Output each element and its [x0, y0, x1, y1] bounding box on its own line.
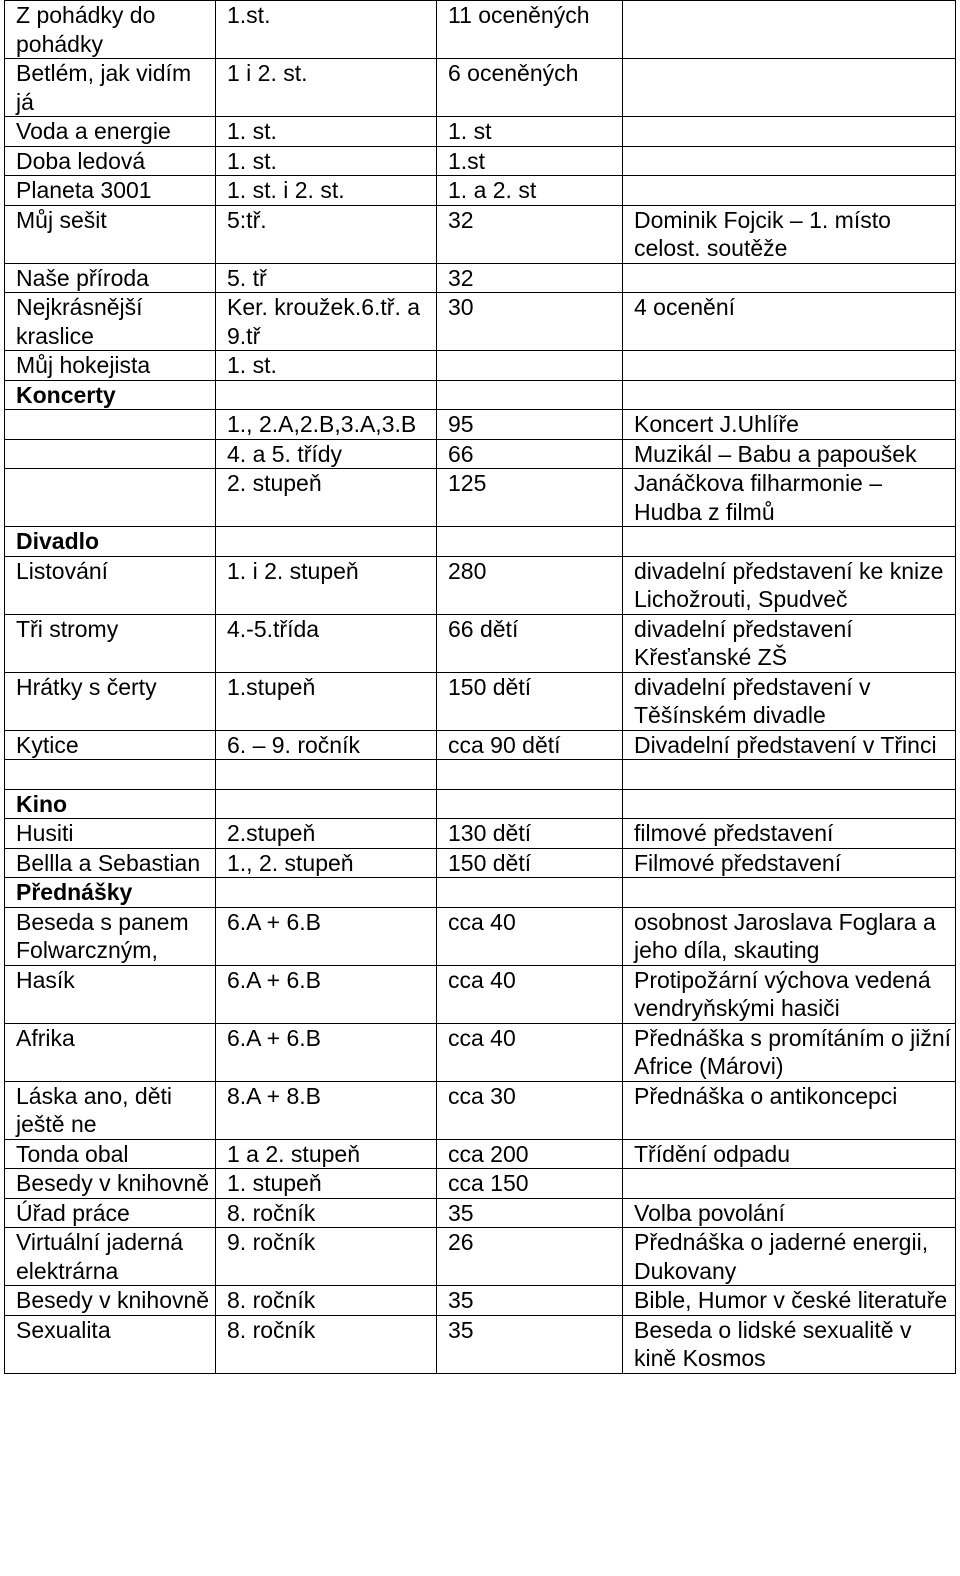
table-row: [5, 819, 956, 849]
section-header-row: [5, 878, 956, 908]
table-row: [5, 614, 956, 672]
note-cell: [623, 176, 956, 206]
table-row: [5, 117, 956, 147]
grade-cell: [216, 878, 437, 908]
participants-cell: 66: [437, 439, 623, 469]
participants-cell: 30: [437, 293, 623, 351]
participants-cell: [437, 351, 623, 381]
note-cell: [623, 527, 956, 557]
empty-row: [5, 760, 956, 790]
table-row: [5, 351, 956, 381]
grade-cell: 1. stupeň: [216, 1169, 437, 1199]
note-cell: [623, 263, 956, 293]
event-name-cell: Planeta 3001: [5, 176, 216, 206]
table-row: [5, 907, 956, 965]
note-cell: Filmové představení: [623, 848, 956, 878]
grade-cell: 1 a 2. stupeň: [216, 1139, 437, 1169]
table-row: [5, 293, 956, 351]
participants-cell: 1. st: [437, 117, 623, 147]
participants-cell: 35: [437, 1315, 623, 1373]
grade-cell: 2. stupeň: [216, 469, 437, 527]
note-cell: [623, 760, 956, 790]
note-cell: [623, 351, 956, 381]
participants-cell: 35: [437, 1286, 623, 1316]
table-row: [5, 1198, 956, 1228]
note-cell: Beseda o lidské sexualitě v kině Kosmos: [623, 1315, 956, 1373]
table-row: [5, 848, 956, 878]
table-row: [5, 146, 956, 176]
event-name-cell: Voda a energie: [5, 117, 216, 147]
participants-cell: cca 200: [437, 1139, 623, 1169]
grade-cell: 1.stupeň: [216, 672, 437, 730]
note-cell: Janáčkova filharmonie – Hudba z filmů: [623, 469, 956, 527]
table-row: [5, 410, 956, 440]
participants-cell: [437, 527, 623, 557]
note-cell: divadelní představení Křesťanské ZŠ: [623, 614, 956, 672]
participants-cell: 35: [437, 1198, 623, 1228]
grade-cell: [216, 760, 437, 790]
event-name-cell: Tři stromy: [5, 614, 216, 672]
grade-cell: 1. st.: [216, 351, 437, 381]
event-name-cell: Naše příroda: [5, 263, 216, 293]
event-name-cell: Z pohádky do pohádky: [5, 1, 216, 59]
note-cell: Třídění odpadu: [623, 1139, 956, 1169]
event-name-cell: Hasík: [5, 965, 216, 1023]
table-row: [5, 1081, 956, 1139]
grade-cell: 1. st. i 2. st.: [216, 176, 437, 206]
table-row: [5, 730, 956, 760]
grade-cell: Ker. kroužek.6.tř. a 9.tř: [216, 293, 437, 351]
table-row: [5, 205, 956, 263]
grade-cell: 6. – 9. ročník: [216, 730, 437, 760]
event-name-cell: Úřad práce: [5, 1198, 216, 1228]
table-row: [5, 965, 956, 1023]
participants-cell: [437, 380, 623, 410]
grade-cell: 1. st.: [216, 146, 437, 176]
grade-cell: [216, 789, 437, 819]
section-title-cell: Kino: [5, 789, 216, 819]
grade-cell: 4.-5.třída: [216, 614, 437, 672]
participants-cell: cca 40: [437, 907, 623, 965]
grade-cell: [216, 527, 437, 557]
note-cell: [623, 789, 956, 819]
grade-cell: 6.A + 6.B: [216, 965, 437, 1023]
grade-cell: 8. ročník: [216, 1286, 437, 1316]
section-header-row: [5, 380, 956, 410]
table-row: [5, 1169, 956, 1199]
participants-cell: cca 30: [437, 1081, 623, 1139]
participants-cell: 32: [437, 263, 623, 293]
grade-cell: 5:tř.: [216, 205, 437, 263]
grade-cell: 4. a 5. třídy: [216, 439, 437, 469]
grade-cell: 5. tř: [216, 263, 437, 293]
table-row: [5, 672, 956, 730]
note-cell: [623, 380, 956, 410]
grade-cell: 1.st.: [216, 1, 437, 59]
events-table-body: [5, 1, 956, 1374]
grade-cell: 2.stupeň: [216, 819, 437, 849]
note-cell: Bible, Humor v české literatuře: [623, 1286, 956, 1316]
document-page: [4, 0, 955, 1374]
participants-cell: 1. a 2. st: [437, 176, 623, 206]
participants-cell: 6 oceněných: [437, 59, 623, 117]
grade-cell: 1., 2.A,2.B,3.A,3.B: [216, 410, 437, 440]
event-name-cell: [5, 469, 216, 527]
event-name-cell: Nejkrásnější kraslice: [5, 293, 216, 351]
note-cell: osobnost Jaroslava Foglara a jeho díla, skauting: [623, 907, 956, 965]
note-cell: filmové představení: [623, 819, 956, 849]
note-cell: Dominik Fojcik – 1. místo celost. soutěže: [623, 205, 956, 263]
grade-cell: [216, 380, 437, 410]
event-name-cell: Kytice: [5, 730, 216, 760]
event-name-cell: Doba ledová: [5, 146, 216, 176]
note-cell: [623, 146, 956, 176]
note-cell: 4 ocenění: [623, 293, 956, 351]
participants-cell: cca 40: [437, 1023, 623, 1081]
event-name-cell: Listování: [5, 556, 216, 614]
event-name-cell: Můj sešit: [5, 205, 216, 263]
event-name-cell: Bellla a Sebastian: [5, 848, 216, 878]
note-cell: [623, 878, 956, 908]
events-table: [4, 0, 956, 1374]
participants-cell: cca 40: [437, 965, 623, 1023]
grade-cell: 8. ročník: [216, 1315, 437, 1373]
grade-cell: 8.A + 8.B: [216, 1081, 437, 1139]
table-row: [5, 1228, 956, 1286]
table-row: [5, 469, 956, 527]
note-cell: Volba povolání: [623, 1198, 956, 1228]
event-name-cell: Betlém, jak vidím já: [5, 59, 216, 117]
grade-cell: 6.A + 6.B: [216, 1023, 437, 1081]
table-row: [5, 1315, 956, 1373]
grade-cell: 9. ročník: [216, 1228, 437, 1286]
event-name-cell: [5, 439, 216, 469]
table-row: [5, 439, 956, 469]
grade-cell: 1., 2. stupeň: [216, 848, 437, 878]
event-name-cell: [5, 760, 216, 790]
grade-cell: 1. st.: [216, 117, 437, 147]
table-row: [5, 59, 956, 117]
participants-cell: [437, 789, 623, 819]
event-name-cell: Tonda obal: [5, 1139, 216, 1169]
note-cell: divadelní představení ke knize Lichožrouti, Spudveč: [623, 556, 956, 614]
note-cell: Protipožární výchova vedená vendryňskými hasiči: [623, 965, 956, 1023]
grade-cell: 1. i 2. stupeň: [216, 556, 437, 614]
note-cell: [623, 1, 956, 59]
table-row: [5, 263, 956, 293]
event-name-cell: Husiti: [5, 819, 216, 849]
section-title-cell: Koncerty: [5, 380, 216, 410]
section-title-cell: Přednášky: [5, 878, 216, 908]
participants-cell: [437, 760, 623, 790]
note-cell: Přednáška s promítáním o jižní Africe (Márovi): [623, 1023, 956, 1081]
grade-cell: 8. ročník: [216, 1198, 437, 1228]
event-name-cell: Beseda s panem Folwarczným,: [5, 907, 216, 965]
note-cell: divadelní představení v Těšínském divadle: [623, 672, 956, 730]
participants-cell: 26: [437, 1228, 623, 1286]
table-row: [5, 1286, 956, 1316]
note-cell: Přednáška o antikoncepci: [623, 1081, 956, 1139]
participants-cell: 130 dětí: [437, 819, 623, 849]
participants-cell: cca 90 dětí: [437, 730, 623, 760]
table-row: [5, 556, 956, 614]
note-cell: [623, 59, 956, 117]
note-cell: Přednáška o jaderné energii, Dukovany: [623, 1228, 956, 1286]
event-name-cell: Můj hokejista: [5, 351, 216, 381]
section-header-row: [5, 789, 956, 819]
participants-cell: cca 150: [437, 1169, 623, 1199]
table-row: [5, 176, 956, 206]
participants-cell: 66 dětí: [437, 614, 623, 672]
section-header-row: [5, 527, 956, 557]
event-name-cell: Láska ano, děti ještě ne: [5, 1081, 216, 1139]
table-row: [5, 1139, 956, 1169]
section-title-cell: Divadlo: [5, 527, 216, 557]
participants-cell: 95: [437, 410, 623, 440]
participants-cell: 32: [437, 205, 623, 263]
participants-cell: 125: [437, 469, 623, 527]
grade-cell: 6.A + 6.B: [216, 907, 437, 965]
participants-cell: 150 dětí: [437, 848, 623, 878]
participants-cell: 1.st: [437, 146, 623, 176]
table-row: [5, 1023, 956, 1081]
participants-cell: 150 dětí: [437, 672, 623, 730]
event-name-cell: Afrika: [5, 1023, 216, 1081]
table-row: [5, 1, 956, 59]
participants-cell: [437, 878, 623, 908]
participants-cell: 11 oceněných: [437, 1, 623, 59]
participants-cell: 280: [437, 556, 623, 614]
note-cell: Muzikál – Babu a papoušek: [623, 439, 956, 469]
event-name-cell: Besedy v knihovně: [5, 1169, 216, 1199]
event-name-cell: Sexualita: [5, 1315, 216, 1373]
note-cell: Divadelní představení v Třinci: [623, 730, 956, 760]
event-name-cell: Hrátky s čerty: [5, 672, 216, 730]
note-cell: [623, 1169, 956, 1199]
note-cell: Koncert J.Uhlíře: [623, 410, 956, 440]
event-name-cell: Besedy v knihovně: [5, 1286, 216, 1316]
event-name-cell: [5, 410, 216, 440]
event-name-cell: Virtuální jaderná elektrárna: [5, 1228, 216, 1286]
note-cell: [623, 117, 956, 147]
grade-cell: 1 i 2. st.: [216, 59, 437, 117]
